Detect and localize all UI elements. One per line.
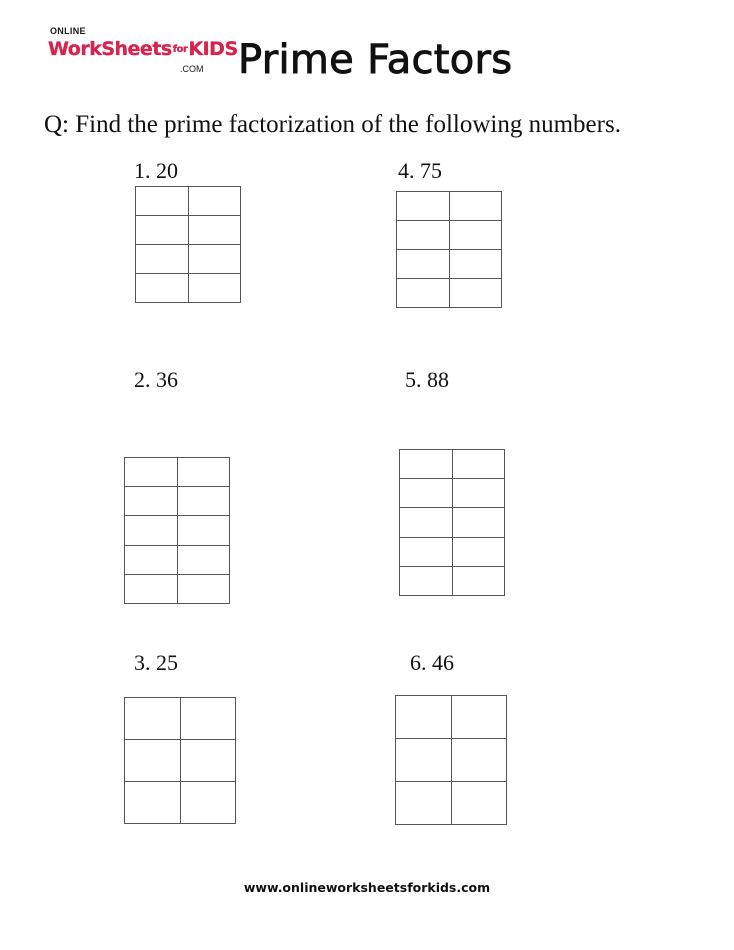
answer-cell[interactable] [450, 192, 503, 221]
answer-cell[interactable] [189, 216, 242, 245]
logo-worksheets: WorkSheets [48, 38, 172, 60]
logo-online-text: ONLINE [50, 26, 86, 36]
answer-cell[interactable] [453, 508, 506, 537]
problem-6-label: 6. 46 [410, 650, 454, 675]
answer-cell[interactable] [181, 782, 237, 824]
answer-cell[interactable] [400, 479, 453, 508]
answer-cell[interactable] [397, 250, 450, 279]
problem-3-answer-grid [124, 697, 236, 824]
answer-cell[interactable] [400, 567, 453, 596]
brand-logo [46, 24, 238, 80]
answer-cell[interactable] [453, 538, 506, 567]
logo-kids: KIDS [188, 38, 238, 60]
answer-cell[interactable] [125, 740, 181, 782]
answer-cell[interactable] [181, 740, 237, 782]
answer-cell[interactable] [452, 782, 508, 825]
problem-1-label: 1. 20 [134, 158, 178, 183]
answer-cell[interactable] [453, 567, 506, 596]
answer-cell[interactable] [450, 250, 503, 279]
answer-cell[interactable] [397, 221, 450, 250]
answer-cell[interactable] [396, 739, 452, 782]
logo-main-text [48, 38, 238, 60]
answer-cell[interactable] [450, 221, 503, 250]
answer-cell[interactable] [400, 538, 453, 567]
problem-2-label: 2. 36 [134, 367, 178, 392]
answer-cell[interactable] [178, 487, 231, 516]
answer-cell[interactable] [125, 516, 178, 545]
answer-cell[interactable] [452, 739, 508, 782]
answer-cell[interactable] [125, 782, 181, 824]
problem-2-answer-grid [124, 457, 230, 604]
answer-cell[interactable] [397, 279, 450, 308]
problem-3-label: 3. 25 [134, 650, 178, 675]
answer-cell[interactable] [189, 187, 242, 216]
answer-cell[interactable] [125, 546, 178, 575]
answer-cell[interactable] [178, 516, 231, 545]
answer-cell[interactable] [400, 450, 453, 479]
answer-cell[interactable] [189, 245, 242, 274]
answer-cell[interactable] [136, 245, 189, 274]
answer-cell[interactable] [125, 698, 181, 740]
answer-cell[interactable] [178, 458, 231, 487]
answer-cell[interactable] [178, 575, 231, 604]
answer-cell[interactable] [453, 479, 506, 508]
problem-5-label: 5. 88 [405, 367, 449, 392]
answer-cell[interactable] [125, 458, 178, 487]
answer-cell[interactable] [452, 696, 508, 739]
problem-4-label: 4. 75 [398, 158, 442, 183]
page-title: Prime Factors [238, 37, 513, 83]
answer-cell[interactable] [396, 782, 452, 825]
answer-cell[interactable] [178, 546, 231, 575]
problem-4-answer-grid [396, 191, 502, 308]
answer-cell[interactable] [453, 450, 506, 479]
problem-5-answer-grid [399, 449, 505, 596]
answer-cell[interactable] [450, 279, 503, 308]
answer-cell[interactable] [136, 187, 189, 216]
answer-cell[interactable] [136, 274, 189, 303]
answer-cell[interactable] [181, 698, 237, 740]
question-text: Q: Find the prime factorization of the following numbers. [44, 111, 621, 138]
problem-1-answer-grid [135, 186, 241, 303]
logo-for: for [172, 44, 188, 55]
answer-cell[interactable] [136, 216, 189, 245]
answer-cell[interactable] [189, 274, 242, 303]
problem-6-answer-grid [395, 695, 507, 825]
answer-cell[interactable] [125, 575, 178, 604]
logo-com-text: .COM [180, 64, 204, 74]
answer-cell[interactable] [400, 508, 453, 537]
answer-cell[interactable] [397, 192, 450, 221]
answer-cell[interactable] [396, 696, 452, 739]
answer-cell[interactable] [125, 487, 178, 516]
footer-website: www.onlineworksheetsforkids.com [243, 880, 491, 895]
